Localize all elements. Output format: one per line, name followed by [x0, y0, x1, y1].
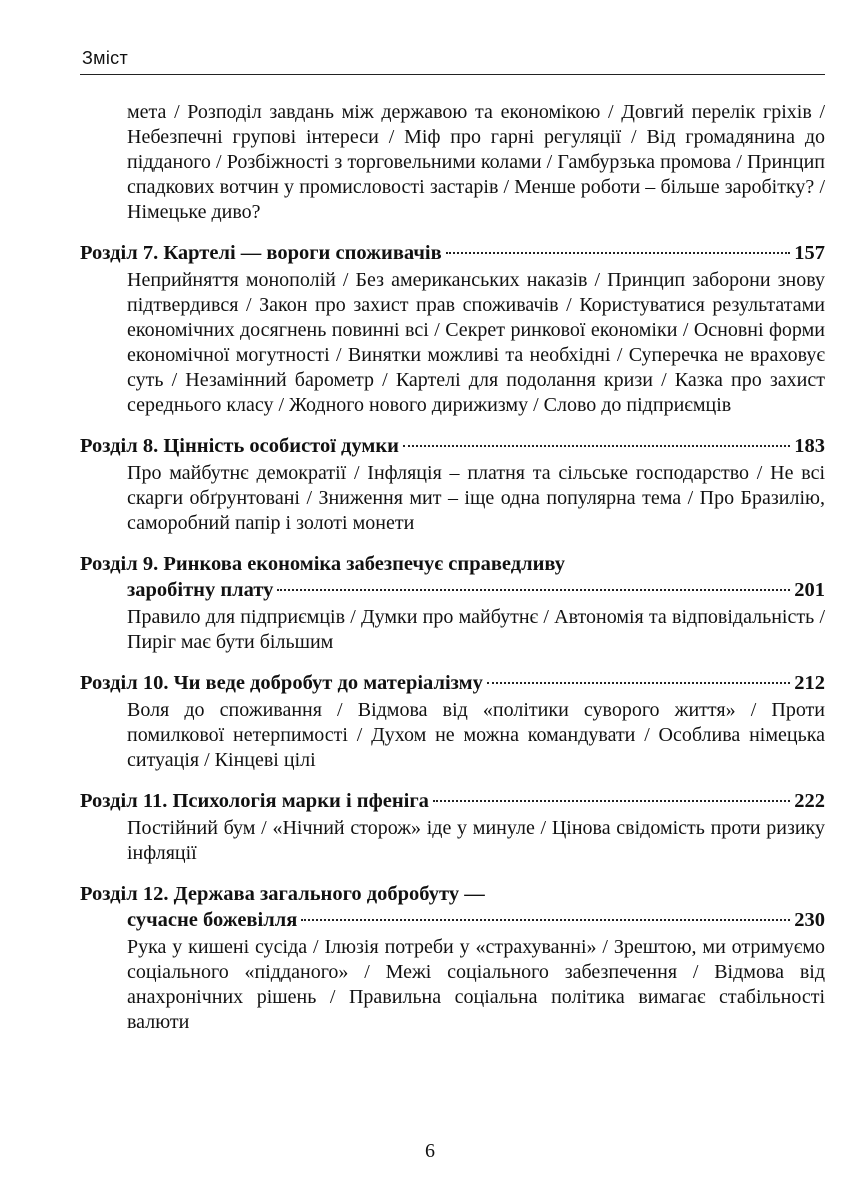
- chapter-page-number: 201: [794, 579, 825, 601]
- chapter-description: мета / Розподіл завдань між державою та економікою / Довгий перелік гріхів / Небезпечні групові інтереси / Міф про гарні регуляції / Від громадянина до підданого / Розбіжності з торговельними колами / Гамбурзька промова / Принцип спадкових вотчин у промисловості застарів / Менше роботи – більше заробітку? / Німецьке диво?: [127, 101, 825, 223]
- dot-leader: [446, 252, 791, 254]
- dot-leader: [277, 589, 790, 591]
- chapter-title: Розділ 7. Картелі — вороги споживачів: [80, 242, 442, 264]
- toc-entry-chapter-7: [80, 240, 825, 418]
- chapter-description: Постійний бум / «Нічний сторож» іде у минуле / Цінова свідомість проти ризику інфляції: [127, 817, 825, 864]
- running-header: [80, 44, 825, 75]
- chapter-heading[interactable]: [80, 433, 825, 459]
- toc-entry-chapter-8: [80, 433, 825, 536]
- toc-entry-chapter-11: [80, 788, 825, 866]
- dot-leader: [433, 800, 790, 802]
- dot-leader: [403, 445, 790, 447]
- chapter-page-number: 212: [794, 672, 825, 694]
- chapter-description: Неприйняття монополій / Без американських наказів / Принцип заборони знову підтвердився / Закон про захист прав споживачів / Користуватися результатами економічних досягнень повинні всі / Секрет ринкової економіки / Основні форми економічної могутності / Винятки можливі та необхідні / Суперечка не враховує суть / Незамінний барометр / Картелі для подолання кризи / Казка про захист середнього класу / Жодного нового дирижизму / Слово до підприємців: [127, 269, 825, 416]
- chapter-page-number: 157: [794, 242, 825, 264]
- chapter-heading[interactable]: [80, 240, 825, 266]
- chapter-description: Рука у кишені сусіда / Ілюзія потреби у «страхуванні» / Зрештою, ми отримуємо соціального «підданого» / Межі соціального забезпечення / Відмова від анахронічних рішень / Правильна соціальна політика вимагає стабільності валюти: [127, 936, 825, 1033]
- chapter-heading[interactable]: [127, 907, 825, 933]
- header-title: Зміст: [82, 48, 128, 68]
- chapter-page-number: 183: [794, 435, 825, 457]
- chapter-page-number: 230: [794, 909, 825, 931]
- chapter-title: Розділ 11. Психологія марки і пфеніга: [80, 790, 429, 812]
- table-of-contents: [80, 100, 825, 1050]
- toc-entry-chapter-10: [80, 670, 825, 773]
- toc-entry-continued: [80, 100, 825, 225]
- chapter-title-line-1[interactable]: Розділ 9. Ринкова економіка забезпечує справедливу: [80, 553, 566, 575]
- chapter-title-line-2: заробітну плату: [127, 579, 274, 601]
- toc-entry-chapter-12: [80, 881, 825, 1035]
- dot-leader: [487, 682, 790, 684]
- chapter-heading[interactable]: [80, 788, 825, 814]
- chapter-description: Про майбутнє демократії / Інфляція – платня та сільське господарство / Не всі скарги обґрунтовані / Зниження мит – іще одна популярна тема / Про Бразилію, саморобний папір і золоті монети: [127, 462, 825, 534]
- chapter-heading[interactable]: [80, 670, 825, 696]
- chapter-title: Розділ 8. Цінність особистої думки: [80, 435, 399, 457]
- dot-leader: [301, 919, 790, 921]
- chapter-title: Розділ 10. Чи веде добробут до матеріалізму: [80, 672, 483, 694]
- chapter-heading[interactable]: [127, 577, 825, 603]
- page-number: 6: [425, 1140, 435, 1162]
- chapter-description: Правило для підприємців / Думки про майбутнє / Автономія та відповідальність / Пиріг має бути більшим: [127, 606, 825, 653]
- chapter-page-number: 222: [794, 790, 825, 812]
- chapter-title-line-1[interactable]: Розділ 12. Держава загального добробуту —: [80, 883, 485, 905]
- toc-entry-chapter-9: [80, 551, 825, 655]
- chapter-description: Воля до споживання / Відмова від «політики суворого життя» / Проти помилкової нетерпимості / Духом не можна командувати / Особлива німецька ситуація / Кінцеві цілі: [127, 699, 825, 771]
- chapter-title-line-2: сучасне божевілля: [127, 909, 298, 931]
